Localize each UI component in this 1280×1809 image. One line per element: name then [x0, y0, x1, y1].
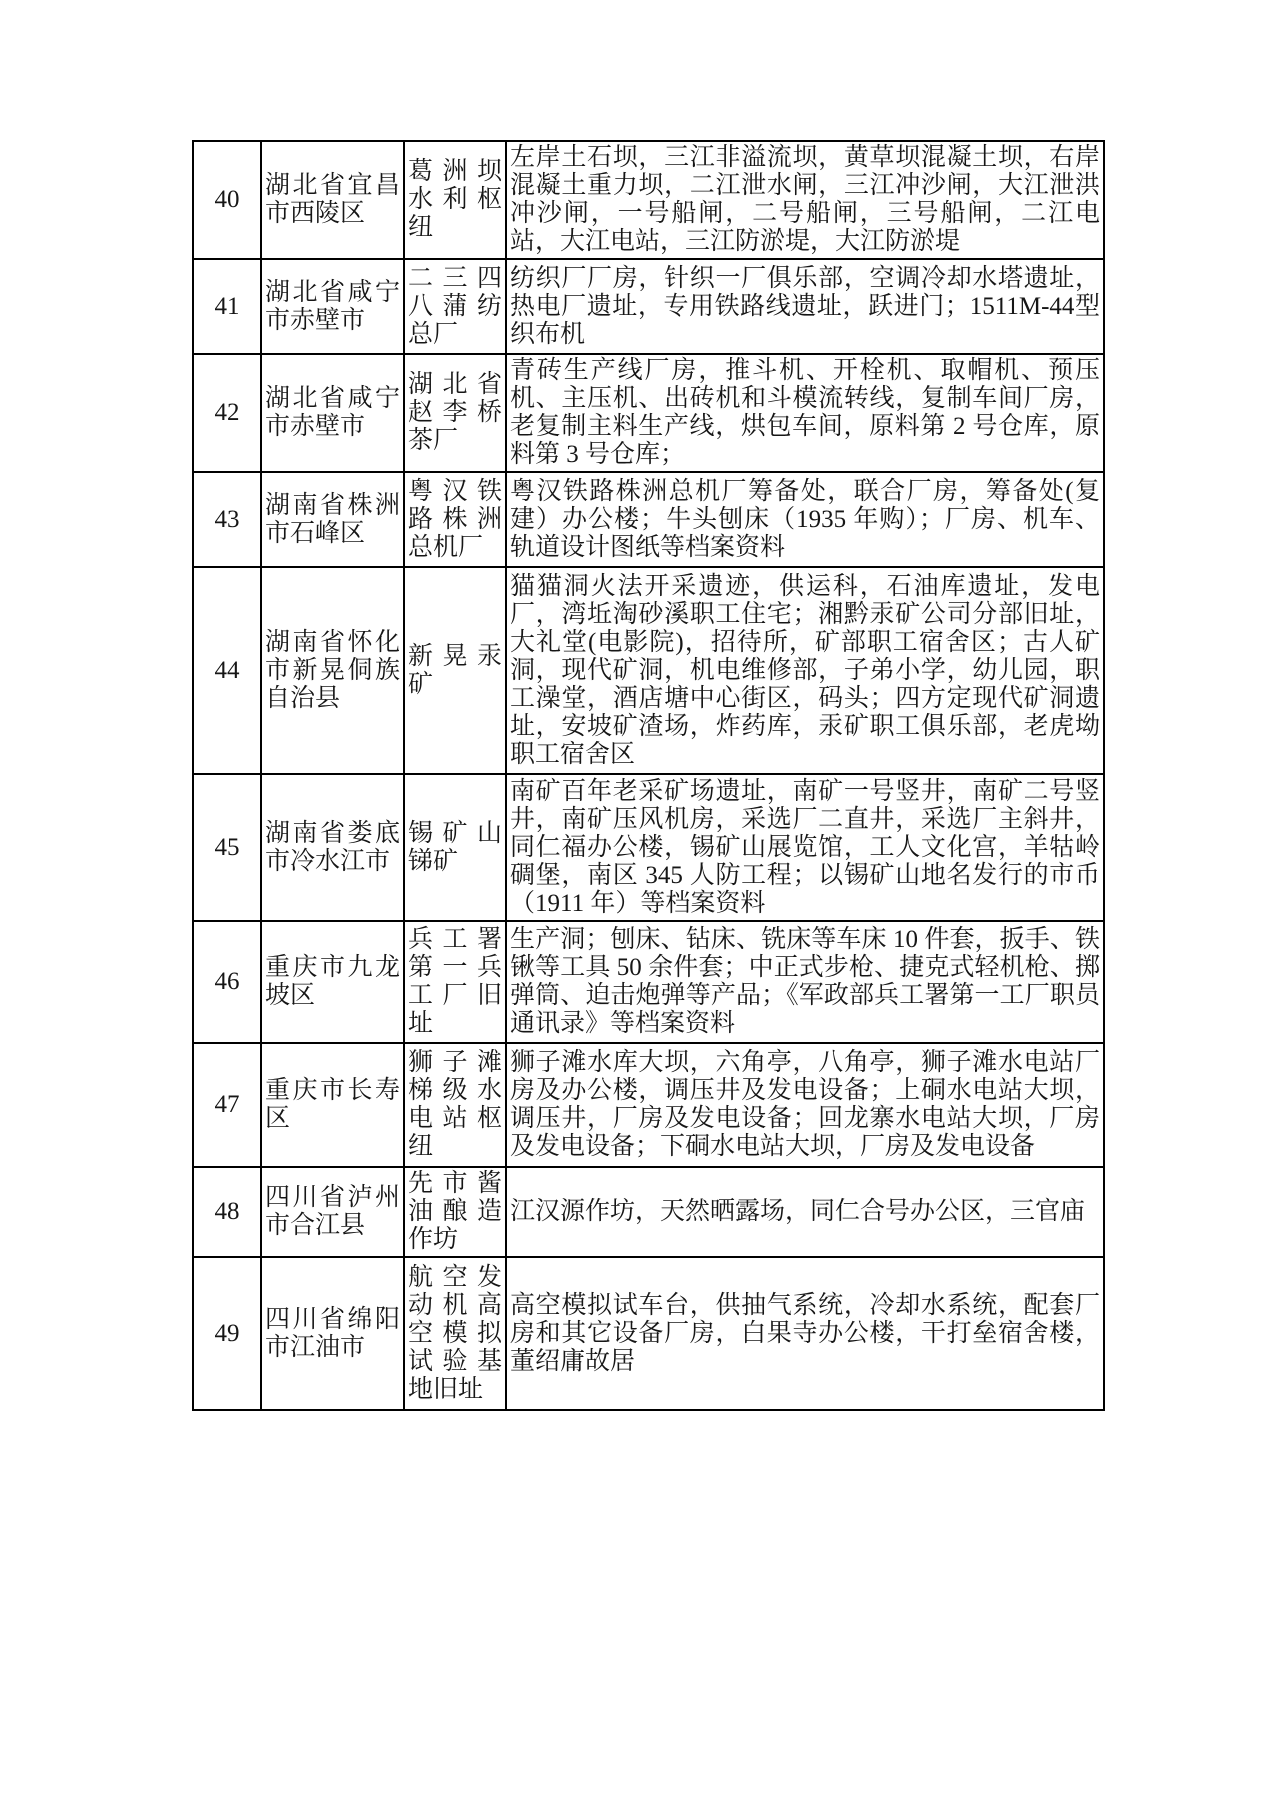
table-row	[193, 1167, 1104, 1257]
row-number-cell: 49	[193, 1257, 261, 1410]
location-cell: 重庆市长寿区	[261, 1043, 404, 1167]
row-number-cell: 44	[193, 567, 261, 774]
site-name-cell: 锡矿山锑矿	[404, 774, 506, 921]
table-row	[193, 259, 1104, 354]
description-cell: 纺织厂厂房，针织一厂俱乐部，空调冷却水塔遗址，热电厂遗址，专用铁路线遗址，跃进门；1511M-44型织布机	[506, 259, 1104, 354]
description-cell: 粤汉铁路株洲总机厂筹备处，联合厂房，筹备处(复建）办公楼；牛头刨床（1935 年购）；厂房、机车、轨道设计图纸等档案资料	[506, 472, 1104, 567]
description-cell: 高空模拟试车台，供抽气系统，冷却水系统，配套厂房和其它设备厂房，白果寺办公楼，干打垒宿舍楼，董绍庸故居	[506, 1257, 1104, 1410]
table-row	[193, 141, 1104, 259]
location-cell: 重庆市九龙坡区	[261, 921, 404, 1043]
site-name-cell: 狮子滩梯级水电站枢纽	[404, 1043, 506, 1167]
location-cell: 湖南省娄底市冷水江市	[261, 774, 404, 921]
table-row	[193, 354, 1104, 472]
row-number-cell: 40	[193, 141, 261, 259]
row-number-cell: 48	[193, 1167, 261, 1257]
site-name-cell: 新晃汞矿	[404, 567, 506, 774]
row-number-cell: 41	[193, 259, 261, 354]
description-cell: 青砖生产线厂房，推斗机、开栓机、取帽机、预压机、主压机、出砖机和斗模流转线，复制车间厂房，老复制主料生产线，烘包车间，原料第 2 号仓库，原料第 3 号仓库；	[506, 354, 1104, 472]
site-name-cell: 二三四八蒲纺总厂	[404, 259, 506, 354]
site-name-cell: 先市酱油酿造作坊	[404, 1167, 506, 1257]
table-row	[193, 1257, 1104, 1410]
row-number-cell: 47	[193, 1043, 261, 1167]
table-row	[193, 472, 1104, 567]
description-cell: 猫猫洞火法开采遗迹，供运科，石油库遗址，发电厂，湾坵淘砂溪职工住宅；湘黔汞矿公司分部旧址，大礼堂(电影院)，招待所，矿部职工宿舍区；古人矿洞，现代矿洞，机电维修部，子弟小学，幼儿园，职工澡堂，酒店塘中心街区，码头；四方定现代矿洞遗址，安坡矿渣场，炸药库，汞矿职工俱乐部，老虎坳职工宿舍区	[506, 567, 1104, 774]
row-number-cell: 43	[193, 472, 261, 567]
table-body	[193, 141, 1104, 1410]
location-cell: 湖北省咸宁市赤壁市	[261, 354, 404, 472]
table-row	[193, 1043, 1104, 1167]
description-cell: 生产洞；刨床、钻床、铣床等车床 10 件套，扳手、铁锹等工具 50 余件套；中正式步枪、捷克式轻机枪、掷弹筒、迫击炮弹等产品；《军政部兵工署第一工厂职员通讯录》等档案资料	[506, 921, 1104, 1043]
location-cell: 湖北省宜昌市西陵区	[261, 141, 404, 259]
table-row	[193, 774, 1104, 921]
site-name-cell: 葛洲坝水利枢纽	[404, 141, 506, 259]
location-cell: 四川省绵阳市江油市	[261, 1257, 404, 1410]
heritage-table	[192, 140, 1105, 1411]
location-cell: 湖北省咸宁市赤壁市	[261, 259, 404, 354]
row-number-cell: 42	[193, 354, 261, 472]
row-number-cell: 45	[193, 774, 261, 921]
location-cell: 四川省泸州市合江县	[261, 1167, 404, 1257]
site-name-cell: 湖北省赵李桥茶厂	[404, 354, 506, 472]
table-row	[193, 567, 1104, 774]
description-cell: 狮子滩水库大坝，六角亭，八角亭，狮子滩水电站厂房及办公楼，调压井及发电设备；上硐水电站大坝，调压井，厂房及发电设备；回龙寨水电站大坝，厂房及发电设备；下硐水电站大坝，厂房及发电设备	[506, 1043, 1104, 1167]
location-cell: 湖南省株洲市石峰区	[261, 472, 404, 567]
site-name-cell: 粤汉铁路株洲总机厂	[404, 472, 506, 567]
site-name-cell: 航空发动机高空模拟试验基地旧址	[404, 1257, 506, 1410]
description-cell: 江汉源作坊，天然晒露场，同仁合号办公区，三官庙	[506, 1167, 1104, 1257]
description-cell: 左岸土石坝，三江非溢流坝，黄草坝混凝土坝，右岸混凝土重力坝，二江泄水闸，三江冲沙闸，大江泄洪冲沙闸，一号船闸，二号船闸，三号船闸，二江电站，大江电站，三江防淤堤，大江防淤堤	[506, 141, 1104, 259]
row-number-cell: 46	[193, 921, 261, 1043]
table-row	[193, 921, 1104, 1043]
site-name-cell: 兵工署第一兵工厂旧址	[404, 921, 506, 1043]
location-cell: 湖南省怀化市新晃侗族自治县	[261, 567, 404, 774]
description-cell: 南矿百年老采矿场遗址，南矿一号竖井，南矿二号竖井，南矿压风机房，采选厂二直井，采选厂主斜井，同仁福办公楼，锡矿山展览馆，工人文化宫，羊牯岭碉堡，南区 345 人防工程；以锡矿山地名发行的市币（1911 年）等档案资料	[506, 774, 1104, 921]
